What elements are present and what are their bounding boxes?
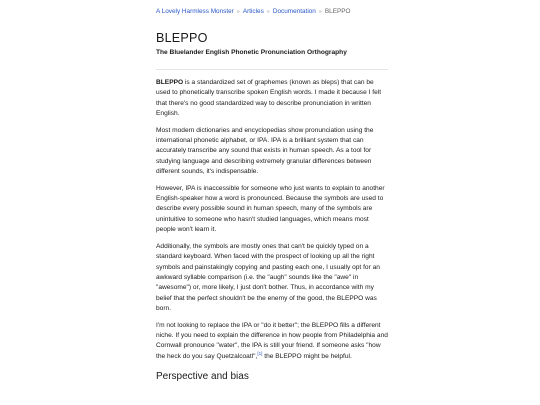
paragraph-niche	[156, 321, 388, 363]
page-title: BLEPPO	[156, 31, 208, 45]
paragraph-intro-text: is a standardized set of graphemes (known as bleps) that can be used to phonetically transcribe spoken English words. I made it because I felt that there's no good standardized way to describe pronunciation in written English.	[156, 79, 382, 118]
paragraph-niche-tail: the BLEPPO might be helpful.	[262, 352, 352, 360]
breadcrumb-separator: »	[318, 9, 322, 15]
paragraph-ipa: Most modern dictionaries and encyclopedias show pronunciation using the international phonetic alphabet, or IPA. IPA is a brilliant system that can accurately transcribe any sound that exists in human speech. As a tool for studying language and describing extremely granular differences between different sounds, it's indispensable.	[156, 126, 374, 176]
article	[156, 0, 388, 383]
section-heading-perspective: Perspective and bias	[156, 371, 249, 383]
breadcrumb-link-documentation[interactable]: Documentation	[272, 8, 316, 15]
paragraph-intro	[156, 78, 388, 120]
breadcrumb-current: BLEPPO	[324, 8, 351, 15]
breadcrumb-link-home[interactable]: A Lovely Harmless Monster	[156, 8, 234, 15]
breadcrumb	[156, 7, 388, 17]
breadcrumb-separator: »	[236, 9, 240, 15]
page-subtitle: The Bluelander English Phonetic Pronunciation Orthography	[156, 49, 347, 56]
footnote-link[interactable]: [1]	[257, 350, 263, 356]
title-divider	[156, 69, 388, 70]
paragraph-keyboard: Additionally, the symbols are mostly ones that can't be quickly typed on a standard keyboard. When faced with the prospect of looking up all the right symbols and painstakingly copying and pasting each one, I usually opt for an awkward syllable comparison (i.e. the "augh" sounds like the "awe" in "awesome") or, more likely, I just don't bother. Thus, in accordance with my belief that the perfect shouldn't be the enemy of the good, the BLEPPO was born.	[156, 242, 380, 313]
bleppo-term: BLEPPO	[156, 79, 184, 86]
breadcrumb-separator: »	[266, 9, 270, 15]
paragraph-inaccessible: However, IPA is inaccessible for someone who just wants to explain to another English-speaker how a word is pronounced. Because the symbols are used to describe every possible sound in human speech, many of the symbols are unintuitive to someone who hasn't studied languages, which means most people won't learn it.	[156, 184, 385, 234]
breadcrumb-link-articles[interactable]: Articles	[242, 8, 264, 15]
paragraph-niche-text: I'm not looking to replace the IPA or "do it better"; the BLEPPO fills a different niche. If you need to explain the difference in how people from Philadelphia and Cornwall pronounce "water", the IPA is still your friend. If someone asks "how the heck do you say Quetzalcoatl",	[156, 321, 388, 360]
